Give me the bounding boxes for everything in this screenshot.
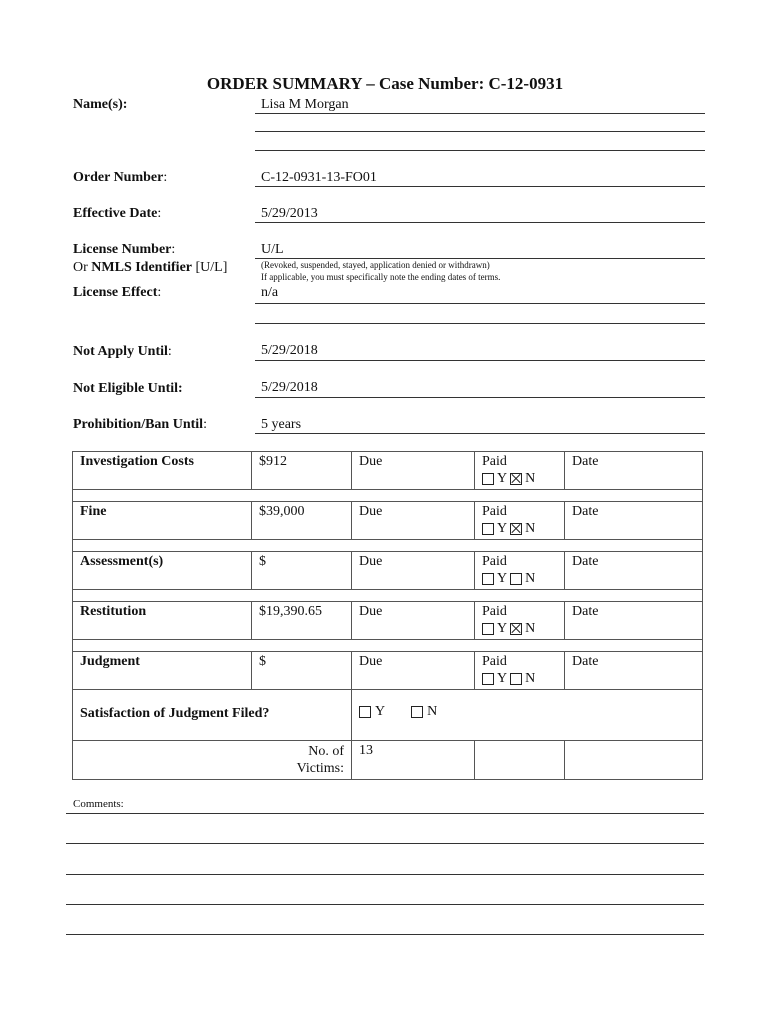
license-effect-note-1: (Revoked, suspended, stayed, application denied or withdrawn)	[261, 260, 490, 270]
cost-paid	[475, 602, 565, 640]
cost-paid	[475, 652, 565, 690]
paid-label: Paid	[482, 554, 507, 569]
paid-yes-checkbox[interactable]	[482, 473, 494, 485]
cost-label: Fine	[73, 502, 252, 540]
satisfaction-row	[73, 690, 703, 741]
cost-label: Restitution	[73, 602, 252, 640]
cost-amount: $19,390.65	[252, 602, 352, 640]
license-effect-note-2: If applicable, you must specifically note the ending dates of terms.	[261, 272, 501, 282]
names-line-2	[255, 131, 705, 132]
victims-empty-cell	[565, 741, 703, 780]
satisfaction-yes-label: Y	[375, 704, 386, 719]
order-number-line	[255, 186, 705, 187]
license-effect-value: n/a	[261, 285, 279, 300]
license-number-value: U/L	[261, 242, 284, 257]
paid-label: Paid	[482, 454, 507, 469]
paid-label: Paid	[482, 604, 507, 619]
cost-due: Due	[352, 652, 475, 690]
not-eligible-until-label: Not Eligible Until:	[73, 381, 183, 396]
paid-yes-label: Y	[497, 671, 508, 686]
paid-no-checkbox[interactable]	[510, 623, 522, 635]
paid-no-checkbox[interactable]	[510, 523, 522, 535]
satisfaction-options	[352, 690, 703, 741]
victims-empty-cell	[475, 741, 565, 780]
paid-yes-label: Y	[497, 571, 508, 586]
license-effect-line-1	[255, 303, 705, 304]
paid-no-checkbox[interactable]	[510, 673, 522, 685]
table-row	[73, 652, 703, 690]
license-effect-line-2	[255, 323, 705, 324]
comments-line-5	[66, 934, 704, 935]
effective-date-label: Effective Date:	[73, 206, 162, 221]
not-apply-until-value: 5/29/2018	[261, 343, 318, 358]
paid-yes-checkbox[interactable]	[482, 523, 494, 535]
paid-label: Paid	[482, 504, 507, 519]
paid-yes-checkbox[interactable]	[482, 623, 494, 635]
cost-due: Due	[352, 502, 475, 540]
effective-date-value: 5/29/2013	[261, 206, 318, 221]
paid-no-checkbox[interactable]	[510, 473, 522, 485]
cost-paid	[475, 552, 565, 590]
names-value: Lisa M Morgan	[261, 97, 349, 112]
comments-line-1	[66, 813, 704, 814]
paid-no-label: N	[525, 571, 536, 586]
table-spacer-row	[73, 540, 703, 552]
cost-date: Date	[565, 602, 703, 640]
cost-amount: $	[252, 652, 352, 690]
table-spacer-row	[73, 590, 703, 602]
order-number-label: Order Number:	[73, 170, 168, 185]
comments-line-3	[66, 874, 704, 875]
names-line-3	[255, 150, 705, 151]
license-effect-label: License Effect:	[73, 285, 162, 300]
not-eligible-until-value: 5/29/2018	[261, 380, 318, 395]
victims-value: 13	[352, 741, 475, 780]
prohibition-label: Prohibition/Ban Until:	[73, 417, 207, 432]
paid-yes-checkbox[interactable]	[482, 573, 494, 585]
cost-due: Due	[352, 602, 475, 640]
paid-label: Paid	[482, 654, 507, 669]
paid-yes-label: Y	[497, 621, 508, 636]
cost-date: Date	[565, 452, 703, 490]
paid-yes-label: Y	[497, 471, 508, 486]
victims-row	[73, 741, 703, 780]
not-apply-until-label: Not Apply Until:	[73, 344, 172, 359]
satisfaction-label: Satisfaction of Judgment Filed?	[73, 690, 352, 741]
cost-due: Due	[352, 552, 475, 590]
table-row	[73, 602, 703, 640]
effective-date-line	[255, 222, 705, 223]
cost-label: Investigation Costs	[73, 452, 252, 490]
cost-amount: $39,000	[252, 502, 352, 540]
paid-yes-label: Y	[497, 521, 508, 536]
not-eligible-until-line	[255, 397, 705, 398]
table-spacer-row	[73, 640, 703, 652]
table-row	[73, 452, 703, 490]
not-apply-until-line	[255, 360, 705, 361]
cost-amount: $	[252, 552, 352, 590]
cost-date: Date	[565, 502, 703, 540]
cost-amount: $912	[252, 452, 352, 490]
license-number-label: License Number:	[73, 242, 176, 257]
names-label: Name(s):	[73, 97, 128, 112]
comments-line-4	[66, 904, 704, 905]
paid-no-label: N	[525, 621, 536, 636]
names-line-1	[255, 113, 705, 114]
satisfaction-yes-checkbox[interactable]	[359, 706, 371, 718]
cost-label: Judgment	[73, 652, 252, 690]
paid-yes-checkbox[interactable]	[482, 673, 494, 685]
cost-paid	[475, 452, 565, 490]
victims-label: No. of Victims:	[73, 741, 352, 780]
comments-line-2	[66, 843, 704, 844]
costs-table	[72, 451, 703, 780]
cost-date: Date	[565, 552, 703, 590]
prohibition-line	[255, 433, 705, 434]
table-spacer-row	[73, 490, 703, 502]
cost-paid	[475, 502, 565, 540]
paid-no-label: N	[525, 471, 536, 486]
nmls-identifier-label: Or NMLS Identifier [U/L]	[73, 260, 228, 275]
order-number-value: C-12-0931-13-FO01	[261, 170, 377, 185]
document-title: ORDER SUMMARY – Case Number: C-12-0931	[206, 74, 564, 93]
table-row	[73, 502, 703, 540]
paid-no-checkbox[interactable]	[510, 573, 522, 585]
cost-date: Date	[565, 652, 703, 690]
cost-due: Due	[352, 452, 475, 490]
satisfaction-no-label: N	[427, 704, 438, 719]
cost-label: Assessment(s)	[73, 552, 252, 590]
paid-no-label: N	[525, 671, 536, 686]
prohibition-value: 5 years	[261, 417, 302, 432]
satisfaction-no-checkbox[interactable]	[411, 706, 423, 718]
table-row	[73, 552, 703, 590]
paid-no-label: N	[525, 521, 536, 536]
comments-label: Comments:	[73, 798, 124, 810]
